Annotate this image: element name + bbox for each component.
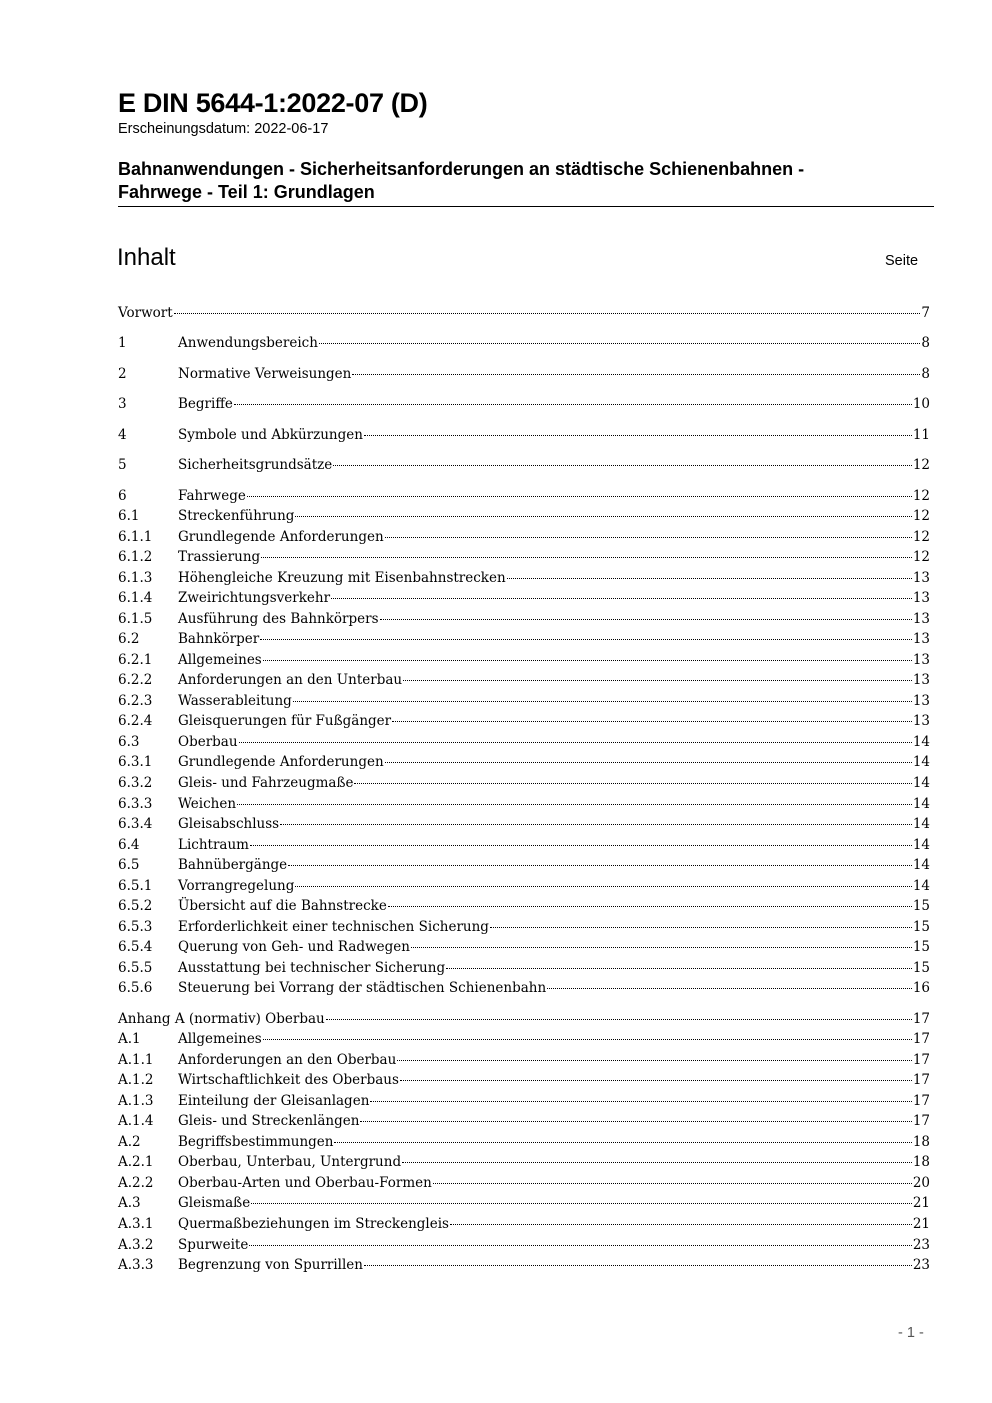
toc-entry[interactable]	[118, 548, 930, 566]
toc-entry[interactable]	[118, 1256, 930, 1274]
toc-entry-page: 16	[912, 980, 930, 996]
toc-entry-number: 6.5.5	[118, 960, 153, 976]
toc-entry[interactable]	[118, 610, 930, 628]
toc-entry[interactable]	[118, 692, 930, 710]
toc-entry[interactable]	[118, 1092, 930, 1110]
toc-entry-page: 23	[912, 1237, 930, 1253]
toc-dot-leader	[403, 680, 912, 681]
toc-entry[interactable]	[118, 569, 930, 587]
toc-entry-title: Anwendungsbereich	[178, 335, 318, 351]
toc-entry-title: Gleis- und Fahrzeugmaße	[178, 775, 354, 791]
toc-entry-title: Übersicht auf die Bahnstrecke	[178, 898, 387, 914]
page-number: - 1 -	[898, 1325, 924, 1341]
toc-dot-leader	[260, 639, 912, 640]
toc-entry-page: 14	[912, 754, 930, 770]
toc-dot-leader	[263, 660, 912, 661]
toc-entry[interactable]	[118, 304, 930, 322]
toc-entry-number: 6.5.1	[118, 878, 153, 894]
toc-dot-leader	[239, 742, 912, 743]
toc-entry-page: 13	[912, 590, 930, 606]
toc-entry[interactable]	[118, 959, 930, 977]
toc-dot-leader	[388, 906, 912, 907]
toc-dot-leader	[261, 557, 912, 558]
toc-entry-title: Begrenzung von Spurrillen	[178, 1257, 363, 1273]
toc-dot-leader	[280, 824, 912, 825]
toc-entry-number: A.3.3	[118, 1257, 154, 1273]
toc-entry-number: 6.3.3	[118, 796, 153, 812]
toc-entry[interactable]	[118, 774, 930, 792]
toc-dot-leader	[250, 845, 912, 846]
toc-entry-number: 6.1.4	[118, 590, 153, 606]
toc-entry-title: Einteilung der Gleisanlagen	[178, 1093, 370, 1109]
toc-entry-number: 4	[118, 427, 127, 443]
toc-entry[interactable]	[118, 1174, 930, 1192]
toc-entry[interactable]	[118, 1133, 930, 1151]
toc-entry[interactable]	[118, 1010, 930, 1028]
toc-entry-page: 15	[912, 960, 930, 976]
toc-dot-leader	[490, 927, 912, 928]
toc-entry[interactable]	[118, 795, 930, 813]
toc-entry-page: 15	[912, 898, 930, 914]
toc-entry[interactable]	[118, 877, 930, 895]
toc-entry-page: 14	[912, 857, 930, 873]
toc-entry-page: 7	[921, 305, 930, 321]
toc-entry-page: 8	[921, 366, 930, 382]
toc-dot-leader	[352, 374, 920, 375]
toc-entry-number: 3	[118, 396, 127, 412]
toc-entry-page: 21	[912, 1195, 930, 1211]
toc-entry-number: 6.5	[118, 857, 140, 873]
toc-entry-title: Quermaßbeziehungen im Streckengleis	[178, 1216, 449, 1232]
toc-dot-leader	[433, 1183, 912, 1184]
toc-entry[interactable]	[118, 395, 930, 413]
toc-dot-leader	[247, 496, 912, 497]
toc-entry[interactable]	[118, 1215, 930, 1233]
toc-entry-page: 17	[912, 1052, 930, 1068]
toc-entry-page: 14	[912, 816, 930, 832]
toc-entry-number: 6	[118, 488, 127, 504]
toc-entry-page: 10	[912, 396, 930, 412]
toc-dot-leader	[400, 1080, 912, 1081]
toc-entry-title: Anforderungen an den Oberbau	[178, 1052, 397, 1068]
toc-dot-leader	[331, 598, 912, 599]
toc-entry-page: 20	[912, 1175, 930, 1191]
toc-entry-page: 18	[912, 1154, 930, 1170]
toc-entry-title: Wirtschaftlichkeit des Oberbaus	[178, 1072, 399, 1088]
toc-entry-page: 12	[912, 457, 930, 473]
toc-entry-title: Gleis- und Streckenlängen	[178, 1113, 360, 1129]
toc-entry-page: 11	[912, 427, 930, 443]
toc-entry-title: Normative Verweisungen	[178, 366, 352, 382]
toc-entry-number: 6.1.3	[118, 570, 153, 586]
toc-entry[interactable]	[118, 836, 930, 854]
toc-entry[interactable]	[118, 979, 930, 997]
toc-entry-title: Ausführung des Bahnkörpers	[178, 611, 379, 627]
toc-entry-title: Oberbau-Arten und Oberbau-Formen	[178, 1175, 432, 1191]
toc-entry-title: Anhang A (normativ) Oberbau	[118, 1011, 325, 1027]
toc-entry[interactable]	[118, 1071, 930, 1089]
toc-dot-leader	[397, 1060, 912, 1061]
toc-entry-number: 6.2.1	[118, 652, 153, 668]
toc-entry-number: 6.1.1	[118, 529, 153, 545]
toc-entry-title: Ausstattung bei technischer Sicherung	[178, 960, 446, 976]
toc-entry-page: 13	[912, 693, 930, 709]
toc-entry-title: Symbole und Abkürzungen	[178, 427, 363, 443]
toc-dot-leader	[333, 465, 912, 466]
toc-dot-leader	[370, 1101, 911, 1102]
toc-entry-number: 6.1.2	[118, 549, 153, 565]
toc-entry-number: 1	[118, 335, 127, 351]
toc-entry-page: 21	[912, 1216, 930, 1232]
toc-entry-page: 12	[912, 529, 930, 545]
toc-entry-page: 13	[912, 672, 930, 688]
toc-entry-page: 12	[912, 549, 930, 565]
toc-entry-page: 14	[912, 837, 930, 853]
toc-entry-number: 6.2.4	[118, 713, 153, 729]
toc-entry-title: Allgemeines	[178, 652, 262, 668]
toc-entry[interactable]	[118, 733, 930, 751]
toc-entry-title: Lichtraum	[178, 837, 249, 853]
toc-entry-title: Trassierung	[178, 549, 261, 565]
toc-entry-page: 17	[912, 1011, 930, 1027]
toc-entry-title: Höhengleiche Kreuzung mit Eisenbahnstrecken	[178, 570, 506, 586]
toc-entry-page: 13	[912, 611, 930, 627]
toc-entry[interactable]	[118, 589, 930, 607]
toc-entry-number: 6.3.1	[118, 754, 153, 770]
toc-entry-number: A.3	[118, 1195, 141, 1211]
toc-entry-number: A.1.4	[118, 1113, 154, 1129]
toc-dot-leader	[446, 968, 912, 969]
toc-dot-leader	[392, 721, 912, 722]
toc-entry-title: Gleismaße	[178, 1195, 251, 1211]
toc-entry[interactable]	[118, 1051, 930, 1069]
toc-entry-number: A.1	[118, 1031, 141, 1047]
toc-entry-page: 12	[912, 488, 930, 504]
toc-entry[interactable]	[118, 938, 930, 956]
toc-entry-number: 2	[118, 366, 127, 382]
toc-dot-leader	[354, 783, 911, 784]
toc-entry-number: 6.1.5	[118, 611, 153, 627]
toc-entry-page: 12	[912, 508, 930, 524]
toc-entry[interactable]	[118, 712, 930, 730]
toc-entry-title: Bahnkörper	[178, 631, 260, 647]
toc-dot-leader	[288, 865, 912, 866]
toc-entry-page: 17	[912, 1072, 930, 1088]
document-title-line-2: Fahrwege - Teil 1: Grundlagen	[118, 182, 375, 202]
toc-entry[interactable]	[118, 1194, 930, 1212]
toc-entry-number: 6.3.4	[118, 816, 153, 832]
toc-entry-title: Querung von Geh- und Radwegen	[178, 939, 410, 955]
toc-entry-number: A.2	[118, 1134, 141, 1150]
toc-entry-title: Vorwort	[118, 305, 173, 321]
toc-entry[interactable]	[118, 456, 930, 474]
toc-dot-leader	[507, 578, 912, 579]
toc-dot-leader	[174, 313, 921, 314]
toc-entry-page: 14	[912, 734, 930, 750]
toc-entry-page: 17	[912, 1093, 930, 1109]
toc-entry[interactable]	[118, 651, 930, 669]
toc-entry-page: 14	[912, 878, 930, 894]
toc-dot-leader	[385, 762, 912, 763]
toc-entry-page: 8	[921, 335, 930, 351]
toc-entry-title: Sicherheitsgrundsätze	[178, 457, 333, 473]
toc-entry[interactable]	[118, 487, 930, 505]
toc-dot-leader	[411, 947, 912, 948]
toc-heading: Inhalt	[117, 244, 176, 271]
toc-entry[interactable]	[118, 815, 930, 833]
toc-entry[interactable]	[118, 528, 930, 546]
toc-entry-page: 14	[912, 775, 930, 791]
toc-entry-title: Zweirichtungsverkehr	[178, 590, 331, 606]
toc-dot-leader	[450, 1224, 912, 1225]
toc-dot-leader	[295, 886, 911, 887]
toc-entry[interactable]	[118, 630, 930, 648]
toc-entry[interactable]	[118, 507, 930, 525]
toc-entry-title: Bahnübergänge	[178, 857, 288, 873]
toc-entry[interactable]	[118, 334, 930, 352]
toc-entry-title: Anforderungen an den Unterbau	[178, 672, 403, 688]
toc-entry-number: 6.2.3	[118, 693, 153, 709]
toc-entry-page: 14	[912, 796, 930, 812]
toc-entry-page: 13	[912, 652, 930, 668]
toc-entry-number: 6.5.2	[118, 898, 153, 914]
toc-entry-title: Oberbau	[178, 734, 238, 750]
toc-entry[interactable]	[118, 753, 930, 771]
toc-entry-number: A.3.1	[118, 1216, 154, 1232]
toc-entry-page: 13	[912, 713, 930, 729]
toc-dot-leader	[251, 1203, 912, 1204]
toc-entry-number: A.1.2	[118, 1072, 154, 1088]
toc-entry-title: Streckenführung	[178, 508, 295, 524]
toc-entry-title: Erforderlichkeit einer technischen Sicherung	[178, 919, 489, 935]
toc-dot-leader	[237, 804, 912, 805]
toc-entry-page: 23	[912, 1257, 930, 1273]
toc-dot-leader	[295, 516, 911, 517]
toc-entry-number: 5	[118, 457, 127, 473]
toc-entry-number: 6.2.2	[118, 672, 153, 688]
toc-entry-title: Fahrwege	[178, 488, 246, 504]
toc-entry-title: Steuerung bei Vorrang der städtischen Schienenbahn	[178, 980, 547, 996]
toc-dot-leader	[234, 404, 912, 405]
toc-entry[interactable]	[118, 1030, 930, 1048]
toc-dot-leader	[364, 435, 912, 436]
toc-entry-number: 6.4	[118, 837, 140, 853]
document-title-line-1: Bahnanwendungen - Sicherheitsanforderungen an städtische Schienenbahnen -	[118, 159, 805, 179]
toc-dot-leader	[402, 1162, 912, 1163]
toc-dot-leader	[263, 1039, 912, 1040]
toc-dot-leader	[547, 988, 912, 989]
toc-entry-page: 17	[912, 1113, 930, 1129]
toc-entry-number: 6.5.6	[118, 980, 153, 996]
document-code: E DIN 5644-1:2022-07 (D)	[118, 88, 428, 118]
toc-dot-leader	[364, 1265, 912, 1266]
toc-dot-leader	[293, 701, 912, 702]
toc-entry-title: Oberbau, Unterbau, Untergrund	[178, 1154, 402, 1170]
toc-entry-title: Spurweite	[178, 1237, 249, 1253]
toc-dot-leader	[385, 537, 912, 538]
toc-entry[interactable]	[118, 426, 930, 444]
toc-entry-title: Weichen	[178, 796, 237, 812]
toc-dot-leader	[326, 1019, 912, 1020]
toc-entry[interactable]	[118, 856, 930, 874]
toc-entry-title: Grundlegende Anforderungen	[178, 529, 384, 545]
toc-entry-number: A.1.3	[118, 1093, 154, 1109]
toc-entry-title: Begriffe	[178, 396, 233, 412]
toc-dot-leader	[249, 1245, 911, 1246]
toc-entry-page: 17	[912, 1031, 930, 1047]
toc-entry-title: Gleisabschluss	[178, 816, 280, 832]
toc-entry[interactable]	[118, 1153, 930, 1171]
toc-entry-title: Grundlegende Anforderungen	[178, 754, 384, 770]
toc-entry-page: 13	[912, 631, 930, 647]
toc-entry-page: 15	[912, 919, 930, 935]
toc-entry[interactable]	[118, 1236, 930, 1254]
toc-entry-number: 6.5.4	[118, 939, 153, 955]
toc-entry[interactable]	[118, 365, 930, 383]
toc-dot-leader	[319, 343, 920, 344]
toc-entry-page: 15	[912, 939, 930, 955]
publication-date: Erscheinungsdatum: 2022-06-17	[118, 121, 329, 137]
toc-entry-number: 6.5.3	[118, 919, 153, 935]
toc-entry-title: Allgemeines	[178, 1031, 262, 1047]
toc-page-column-label: Seite	[885, 253, 919, 269]
toc-entry-title: Vorrangregelung	[178, 878, 295, 894]
toc-entry-number: 6.2	[118, 631, 140, 647]
toc-entry-number: A.2.2	[118, 1175, 154, 1191]
toc-entry-title: Begriffsbestimmungen	[178, 1134, 334, 1150]
toc-entry-number: A.1.1	[118, 1052, 154, 1068]
toc-entry[interactable]	[118, 897, 930, 915]
toc-dot-leader	[334, 1142, 911, 1143]
toc-entry[interactable]	[118, 671, 930, 689]
toc-dot-leader	[380, 619, 912, 620]
toc-dot-leader	[360, 1121, 911, 1122]
toc-entry-number: A.3.2	[118, 1237, 154, 1253]
toc-entry[interactable]	[118, 1112, 930, 1130]
toc-entry-title: Wasserableitung	[178, 693, 292, 709]
toc-entry[interactable]	[118, 918, 930, 936]
toc-entry-number: 6.1	[118, 508, 140, 524]
toc-entry-number: 6.3	[118, 734, 140, 750]
toc-entry-number: A.2.1	[118, 1154, 154, 1170]
toc-entry-page: 13	[912, 570, 930, 586]
table-of-contents	[118, 0, 930, 1403]
toc-entry-title: Gleisquerungen für Fußgänger	[178, 713, 392, 729]
toc-entry-number: 6.3.2	[118, 775, 153, 791]
toc-entry-page: 18	[912, 1134, 930, 1150]
